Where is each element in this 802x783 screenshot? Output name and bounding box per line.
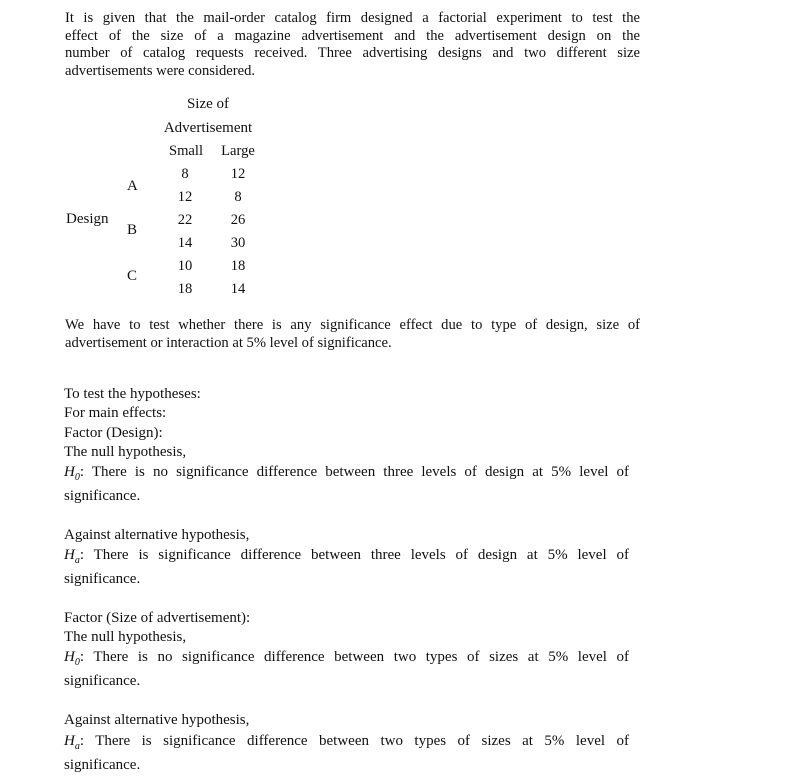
ha-symbol: $H_a$	[64, 547, 80, 566]
table-cell: 10	[177, 258, 193, 274]
table-cell: 14	[177, 235, 193, 251]
to-test-heading: To test the hypotheses:	[64, 386, 201, 402]
table-cell: 30	[230, 235, 246, 251]
intro-line: It is given that the mail-order catalog firm designed a factorial experiment to test the	[65, 10, 640, 26]
ha-size-continuation: significance.	[64, 757, 141, 773]
main-effects-heading: For main effects:	[64, 405, 167, 421]
ha-size-statement: $H_a$: There is significance difference between two types of sizes at 5% level of	[64, 733, 629, 752]
table-header-size-of: Size of	[186, 96, 230, 112]
alternative-hypothesis-label: Against alternative hypothesis,	[64, 527, 250, 543]
intro-paragraph	[65, 10, 640, 80]
test-statement-line: advertisement or interaction at 5% level of significance.	[65, 334, 392, 351]
table-cell: 12	[177, 189, 193, 205]
null-hypothesis-label: The null hypothesis,	[64, 444, 187, 460]
h0-size-statement: $H_0$: There is no significance difference between two types of sizes at 5% level of	[64, 649, 629, 668]
column-header-small: Small	[168, 143, 204, 159]
h0-symbol: $H_0$	[64, 649, 80, 668]
ha-design-continuation: significance.	[64, 571, 141, 587]
factor-size-heading: Factor (Size of advertisement):	[64, 610, 251, 626]
table-cell: 18	[177, 281, 193, 297]
test-statement-line: We have to test whether there is any significance effect due to type of design, size of	[65, 317, 640, 333]
alternative-hypothesis-label: Against alternative hypothesis,	[64, 712, 250, 728]
ha-symbol: $H_a$	[64, 733, 80, 752]
table-cell: 26	[230, 212, 246, 228]
table-cell: 18	[230, 258, 246, 274]
h0-design-statement: $H_0$: There is no significance difference between three levels of design at 5% level of	[64, 464, 629, 483]
test-statement	[65, 317, 640, 352]
row-label-design: Design	[66, 211, 109, 227]
table-cell: 8	[181, 166, 189, 182]
intro-line: advertisements were considered.	[65, 62, 256, 79]
table-cell: 22	[177, 212, 193, 228]
table-cell: 14	[230, 281, 246, 297]
intro-line: effect of the size of a magazine advertisement and the advertisement design on the	[65, 27, 640, 44]
table-cell: 8	[234, 189, 242, 205]
intro-line: number of catalog requests received. Three advertising designs and two different size	[65, 45, 640, 61]
factor-design-heading: Factor (Design):	[64, 425, 163, 441]
null-hypothesis-label: The null hypothesis,	[64, 629, 187, 645]
ha-design-statement: $H_a$: There is significance difference between three levels of design at 5% level of	[64, 547, 629, 566]
h0-design-continuation: significance.	[64, 488, 141, 504]
table-cell: 12	[230, 166, 246, 182]
h0-size-continuation: significance.	[64, 673, 141, 689]
column-header-large: Large	[221, 143, 255, 159]
h0-symbol: $H_0$	[64, 464, 80, 483]
table-header-advertisement: Advertisement	[163, 120, 253, 136]
group-label-c: C	[127, 268, 138, 284]
group-label-b: B	[127, 222, 138, 238]
group-label-a: A	[127, 178, 138, 194]
